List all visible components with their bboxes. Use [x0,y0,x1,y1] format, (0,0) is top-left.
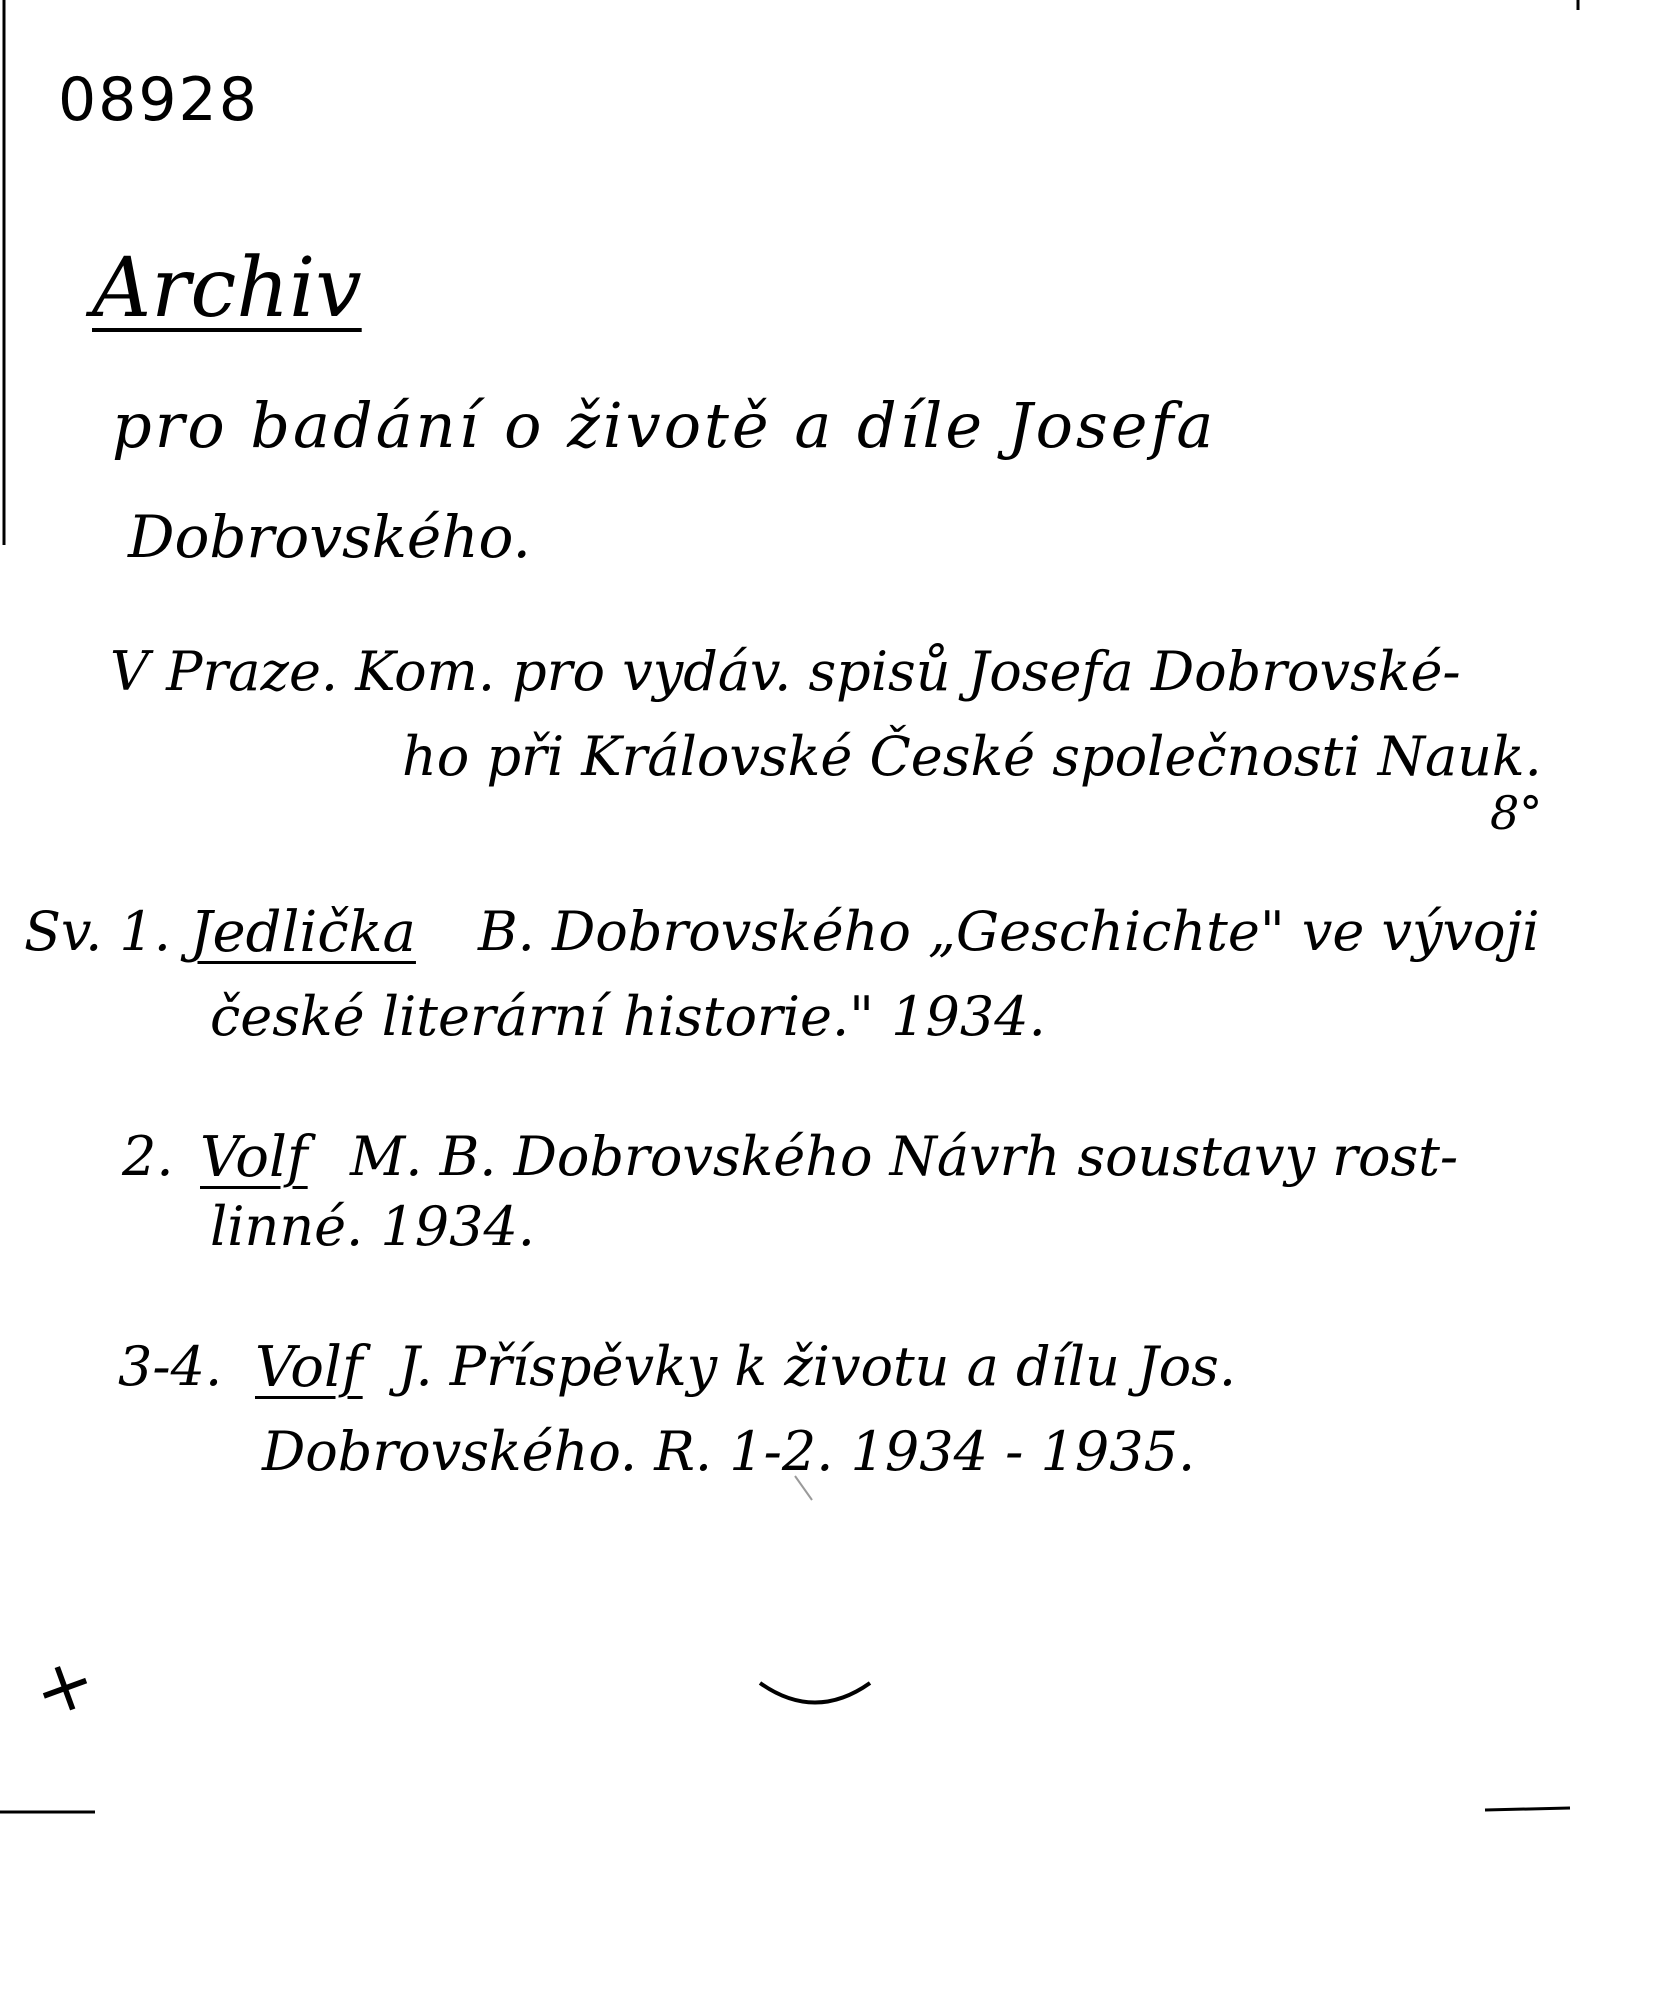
margin-cross-mark: + [21,1636,107,1736]
entry-author: Jedlička [190,900,416,965]
entry-title-line-2: české literární historie." 1934. [210,985,1046,1048]
entry-title-line-1: M. B. Dobrovského Návrh soustavy rost- [350,1125,1459,1188]
imprint-line-1: V Praze. Kom. pro vydáv. spisů Josefa Dobrovské- [110,640,1461,703]
entry-author: Volf [255,1335,363,1400]
entry-number: Sv. 1. [24,900,171,963]
bottom-right-rule [1485,1808,1570,1810]
subtitle-line-1: pro badání o životě a díle Josefa [112,389,1217,462]
entry-number: 2. [122,1125,174,1188]
bottom-center-curve [760,1683,870,1703]
imprint-line-2: ho při Královské České společnosti Nauk. [402,725,1542,788]
entry-number: 3-4. [118,1335,223,1398]
entry-title-line-2: Dobrovského. R. 1-2. 1934 - 1935. [262,1420,1196,1483]
call-number: 08928 [58,65,259,135]
format-mark: 8° [1490,786,1543,840]
entry-title-line-1: B. Dobrovského „Geschichte" ve vývoji [478,900,1540,963]
entry-title-line-2: linné. 1934. [210,1195,535,1258]
subtitle-line-2: Dobrovského. [128,503,531,571]
entry-author: Volf [200,1125,308,1190]
entry-title-line-1: J. Příspěvky k životu a dílu Jos. [398,1335,1237,1398]
title: Archiv [92,241,362,336]
